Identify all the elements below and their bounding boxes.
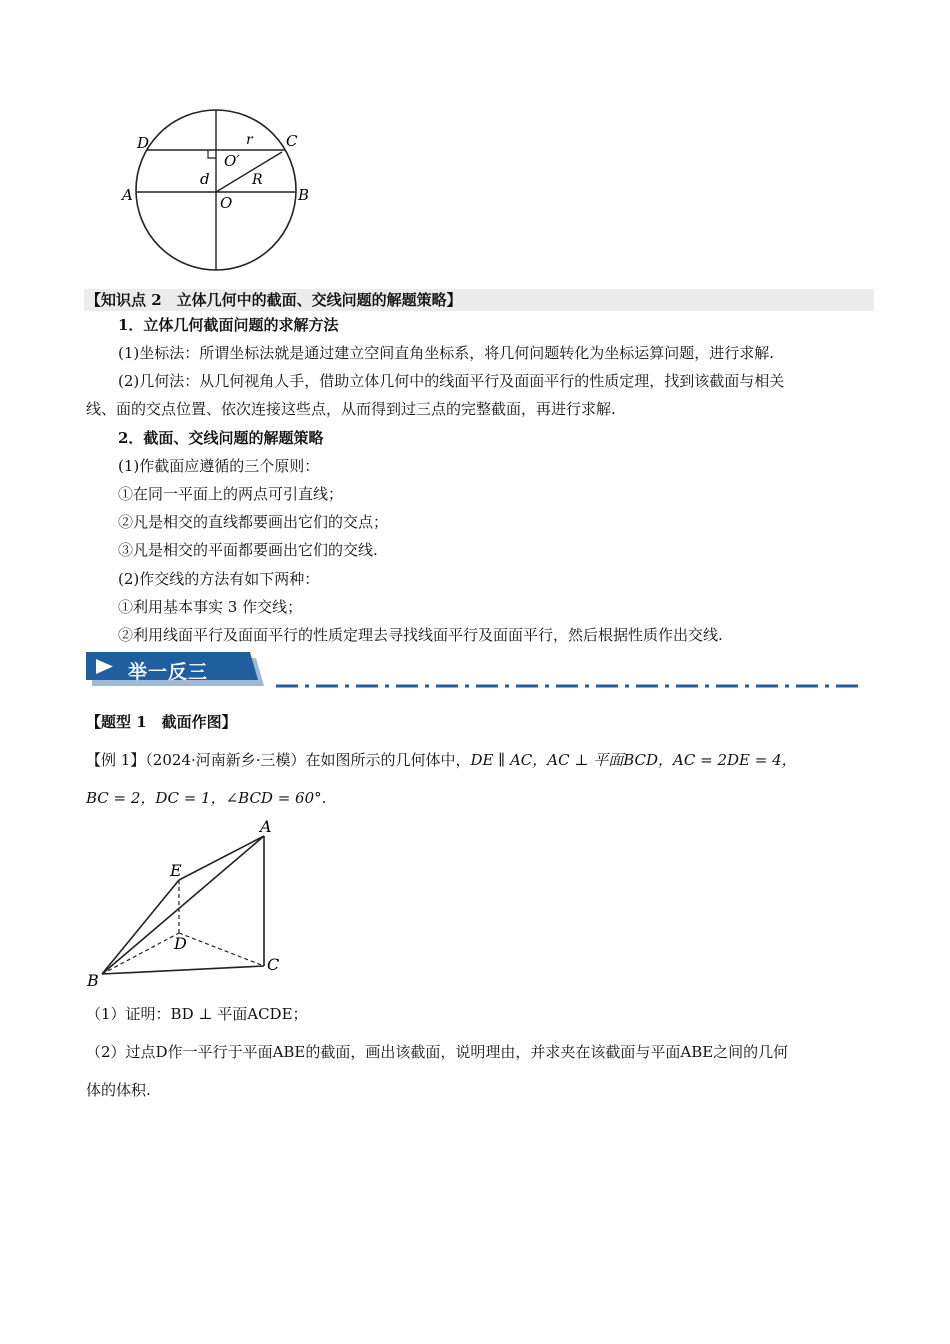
- right-angle-mark: [208, 150, 216, 158]
- circle-section-figure: [110, 108, 325, 278]
- label-B: B: [298, 186, 310, 204]
- label-R: R: [252, 172, 263, 188]
- label-D: D: [137, 134, 150, 152]
- example-conditions-1: DE ∥ AC，AC ⊥ 平面BCD，AC = 2DE = 4，: [470, 751, 797, 769]
- section2-line3: ②凡是相交的直线都要画出它们的交点；: [118, 513, 389, 531]
- edge-DC-hidden: [179, 933, 264, 966]
- section1-paragraph2-line1: (2)几何法：从几何视角人手，借助立体几何中的线面平行及面面平行的性质定理，找到该截面与相关: [118, 372, 785, 390]
- section2-line5: (2)作交线的方法有如下两种：: [118, 570, 320, 588]
- example-intro: 【例 1】（2024·河南新乡·三模）在如图所示的几何体中，: [86, 751, 471, 769]
- vertex-D: D: [174, 934, 187, 953]
- example-line1: [86, 750, 797, 770]
- solid-geometry-figure: [82, 816, 292, 992]
- section2-line2: ①在同一平面上的两点可引直线；: [118, 485, 344, 503]
- knowledge-point-title: 【知识点 2 立体几何中的截面、交线问题的解题策略】: [84, 289, 874, 311]
- label-r: r: [246, 132, 253, 148]
- section2-line1: (1)作截面应遵循的三个原则：: [118, 457, 320, 475]
- section2-line7: ②利用线面平行及面面平行的性质定理去寻找线面平行及面面平行，然后根据性质作出交线.: [118, 626, 723, 644]
- edge-BD-hidden: [102, 933, 179, 974]
- label-C: C: [286, 132, 298, 150]
- section1-paragraph2-line2: 线、面的交点位置、依次连接这些点，从而得到过三点的完整截面，再进行求解.: [86, 400, 616, 418]
- section1-paragraph1: (1)坐标法：所谓坐标法就是通过建立空间直角坐标系，将几何问题转化为坐标运算问题，进行求解.: [118, 344, 775, 362]
- question-2-line1: （2）过点D作一平行于平面ABE的截面，画出该截面，说明理由，并求夹在该截面与平面ABE之间的几何: [86, 1043, 789, 1061]
- edge-AB: [102, 836, 264, 974]
- banner-label: 举一反三: [128, 661, 209, 683]
- vertex-A: A: [260, 817, 272, 836]
- example-conditions-2: BC = 2，DC = 1，∠BCD = 60°.: [86, 789, 327, 807]
- section2-line6: ①利用基本事实 3 作交线；: [118, 598, 303, 616]
- label-A: A: [122, 186, 133, 204]
- section2-line4: ③凡是相交的平面都要画出它们的交线.: [118, 541, 378, 559]
- section1-heading: 1．立体几何截面问题的求解方法: [118, 316, 339, 334]
- section2-heading: 2．截面、交线问题的解题策略: [118, 429, 324, 447]
- vertex-E: E: [170, 861, 182, 880]
- question-1: （1）证明：BD ⊥ 平面ACDE；: [86, 1005, 308, 1023]
- dash-dot-divider: [276, 684, 862, 688]
- label-O-prime: O′: [224, 152, 240, 170]
- example-line2: [86, 788, 326, 808]
- question-2-line2: 体的体积.: [86, 1081, 151, 1099]
- edge-AE: [179, 836, 264, 880]
- label-d: d: [200, 170, 210, 188]
- edge-BC: [102, 966, 264, 974]
- problem-type-title: 【题型 1 截面作图】: [86, 713, 237, 731]
- vertex-C: C: [267, 955, 280, 974]
- vertex-B: B: [87, 971, 99, 990]
- label-O: O: [220, 194, 233, 212]
- edge-BE: [102, 880, 179, 974]
